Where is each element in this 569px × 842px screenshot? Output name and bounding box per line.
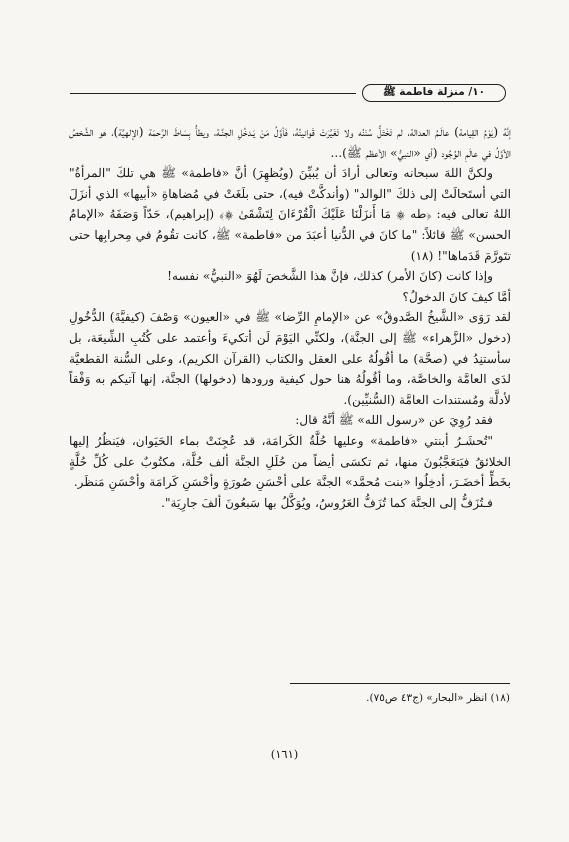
running-header [70, 84, 506, 104]
paragraph: وإذا كانت (كانَ الأمر) كذلك، فإنَّ هذا الشَّخصَ لَهُوَ «النبيُّ» نفسه! [167, 269, 493, 284]
paragraph: فقد رُوِيَ عن «رسول الله» ﷺ أنَّهُ قال: [295, 413, 493, 428]
paragraph: ولكنَّ اللهَ سبحانه وتعالى أرادَ أن يُبيِّنَ (ويُظهِرَ) أنَّ «فاطمة» ﷺ هي تلكَ "المرأةُ" التي أستَحالَتْ إلى ذلكَ "الوالد" (وأندكَّتْ فيه)، حتى بلَغَتْ في مُضاهاةِ «أبيها» الذي أنزَلَ اللهُ تعالى فيه: ﴿طه ۞ مَا أَنزَلْنَا عَلَيْكَ الْقُرْءَانَ لِتَشْقَىٰ ۞﴾ (إبراهيم)، حَدّاً وَصَفَهُ «الإمامُ الحسن» ﷺ قائلاً: "ما كانَ في الدُّنيا أعبَدَ من «فاطمة» ﷺ، كانت تقُومُ في مِحرابِها حتى تتَورَّمَ قَدَماها"! (١٨) [69, 166, 511, 263]
paragraph: لقد رَوَى «الشَّيخُ الصَّدوقُ» عن «الإمامِ الرِّضا» ﷺ في «العيون» وَصْفَ (كيفيَّةَ) الدُّخُولِ (دخول «الزَّهراء» ﷺ إلى الجنَّة)، ولكنِّي اليَوْمَ لَن أتكيءَ وأعتمد على كُتُبِ الشِّيعَة، بل سأستنِدُ في (صحَّة) ما أقُولُهُ على العقل والكتاب (القرآن الكريم)، وعلى السُّنة القطعيَّة لدَى العامَّة والخاصَّة، وما أقُولُهُ هنا حول كيفية ورودها (دخولها) الجنَّة، إنها آتيكم به وَفْقاً لأدلَّة ومُستندات العامَّة (السُّنيِّين). [69, 310, 511, 407]
header-title: ١٠/ منزلة فاطمة ﷺ [362, 84, 506, 102]
footnote: (١٨) انظر «البحار» (ج٤٣ ص٧٥). [366, 692, 510, 704]
paragraph: "تُحشَـرُ أبنتي «فاطمة» وعليها حُلَّةُ الكَرامَة، قد عُجِنَتْ بماء الحَيَوان، فيَنظُرُ إليها الخلائقُ فيَتعَجَّبُونَ منها، ثم تكسَى أيضاً من حُلَلِ الجنَّة ألف حُلَّة، مكتُوبٌ على كُلِّ حُلَّةٍ بخَطٍّ أخضَـرَ، أدخِلُوا «بنت مُحمَّد» الجنَّة على أحْسَنِ صُورَةٍ وأحْسَنِ كَرامَة وأحْسَنِ مَنظَر. [69, 433, 511, 490]
paragraph: فـتُزَفُّ إلى الجنَّة كما تُزَفُّ العَرُوسُ، ويُوَكَّلُ بها سَبعُونَ ألفَ جارِيَة". [161, 495, 493, 510]
paragraph: إنَّهُ (يَوْمُ القِيامة) عالَـمُ العدالة، لم تَخْتَلُّ سُنَنُه ولا تَغَيَّرَتْ قَوانينُهُ، فَأوَّلُ مَنْ يَـدخُلِ الجنَّـة، ويطأُ بِسَاطَ الرَّحمَة (الإلهيَّة)، هو الشَّخصُ الأوَّلُ في عالَمِ الوُجُود (أي «النبيُّ» الأعظم ﷺ)... [69, 125, 511, 160]
header-rule [70, 93, 356, 94]
paragraph: أمَّا كيفَ كانَ الدخولُ؟ [402, 289, 511, 304]
footnote-divider [290, 683, 510, 684]
body-text [69, 122, 511, 513]
page-number: (١٦١) [270, 747, 299, 761]
